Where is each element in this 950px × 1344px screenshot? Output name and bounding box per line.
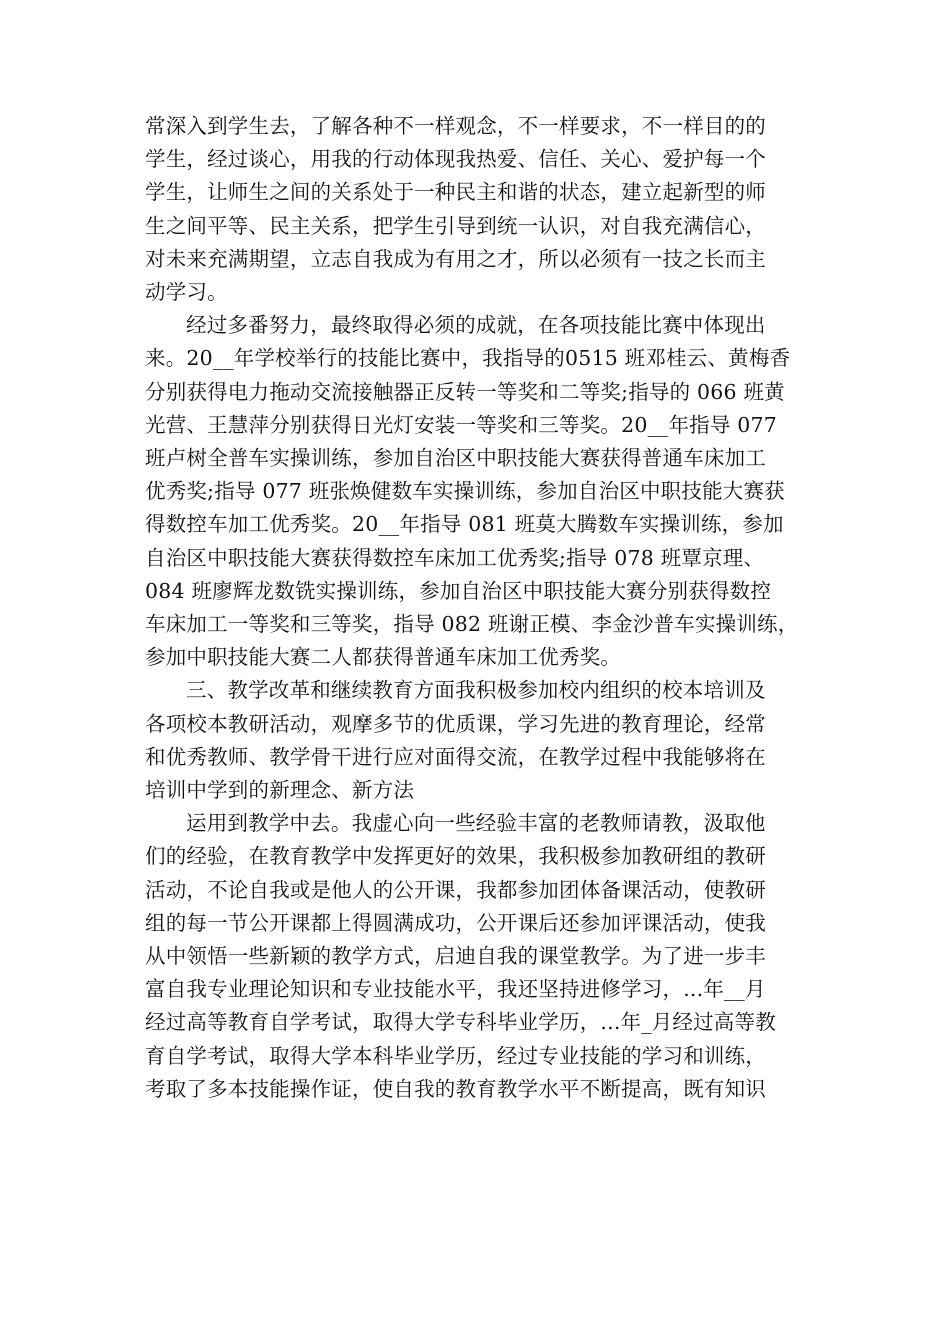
text-line: 和优秀教师、教学骨干进行应对面得交流，在教学过程中我能够将在 bbox=[145, 744, 766, 769]
text-line: 分别获得电力拖动交流接触器正反转一等奖和二等奖;指导的 066 班黄 bbox=[145, 379, 785, 404]
text-line: 三、教学改革和继续教育方面我积极参加校内组织的校本培训及 bbox=[186, 678, 766, 703]
paragraph-4 bbox=[145, 807, 810, 1106]
paragraph-2 bbox=[145, 309, 810, 674]
text-line: 经过高等教育自学考试，取得大学专科毕业学历，...年_月经过高等教 bbox=[145, 1010, 776, 1035]
text-line: 从中领悟一些新颖的教学方式，启迪自我的课堂教学。为了进一步丰 bbox=[145, 944, 766, 969]
text-line: 车床加工一等奖和三等奖，指导 082 班谢正模、李金沙普车实操训练， bbox=[145, 612, 799, 637]
text-line: 们的经验，在教育教学中发挥更好的效果，我积极参加教研组的教研 bbox=[145, 844, 766, 869]
text-line: 动学习。 bbox=[145, 280, 228, 305]
paragraph-3 bbox=[145, 674, 810, 807]
text-line: 组的每一节公开课都上得圆满成功，公开课后还参加评课活动，使我 bbox=[145, 910, 766, 935]
paragraph-1 bbox=[145, 110, 810, 309]
document-body bbox=[145, 110, 810, 1106]
text-line: 084 班廖辉龙数铣实操训练，参加自治区中职技能大赛分别获得数控 bbox=[145, 578, 772, 603]
text-line: 经过多番努力，最终取得必须的成就，在各项技能比赛中体现出 bbox=[186, 313, 766, 338]
text-line: 各项校本教研活动，观摩多节的优质课，学习先进的教育理论，经常 bbox=[145, 711, 766, 736]
text-line: 来。20__年学校举行的技能比赛中，我指导的0515 班邓桂云、黄梅香 bbox=[145, 346, 791, 371]
text-line: 考取了多本技能操作证，使自我的教育教学水平不断提高，既有知识 bbox=[145, 1076, 766, 1101]
text-line: 富自我专业理论知识和专业技能水平，我还坚持进修学习，...年__月 bbox=[145, 977, 766, 1002]
text-line: 生之间平等、民主关系，把学生引导到统一认识，对自我充满信心， bbox=[145, 213, 766, 238]
text-line: 得数控车加工优秀奖。20__年指导 081 班莫大腾数车实操训练，参加 bbox=[145, 512, 784, 537]
text-line: 学生，经过谈心，用我的行动体现我热爱、信任、关心、爱护每一个 bbox=[145, 147, 766, 172]
text-line: 常深入到学生去，了解各种不一样观念，不一样要求，不一样目的的 bbox=[145, 114, 766, 138]
text-line: 培训中学到的新理念、新方法 bbox=[145, 778, 415, 803]
text-line: 运用到教学中去。我虚心向一些经验丰富的老教师请教，汲取他 bbox=[186, 811, 766, 836]
text-line: 育自学考试，取得大学本科毕业学历，经过专业技能的学习和训练， bbox=[145, 1043, 766, 1068]
text-line: 光营、王慧萍分别获得日光灯安装一等奖和三等奖。20__年指导 077 bbox=[145, 412, 778, 437]
text-line: 对未来充满期望，立志自我成为有用之才，所以必须有一技之长而主 bbox=[145, 246, 766, 271]
text-line: 自治区中职技能大赛获得数控车床加工优秀奖;指导 078 班覃京理、 bbox=[145, 545, 765, 570]
text-line: 活动，不论自我或是他人的公开课，我都参加团体备课活动，使教研 bbox=[145, 877, 766, 902]
text-line: 参加中职技能大赛二人都获得普通车床加工优秀奖。 bbox=[145, 645, 622, 670]
text-line: 学生，让师生之间的关系处于一种民主和谐的状态，建立起新型的师 bbox=[145, 180, 766, 205]
text-line: 班卢树全普车实操训练，参加自治区中职技能大赛获得普通车床加工 bbox=[145, 446, 766, 471]
text-line: 优秀奖;指导 077 班张焕健数车实操训练，参加自治区中职技能大赛获 bbox=[145, 479, 785, 504]
